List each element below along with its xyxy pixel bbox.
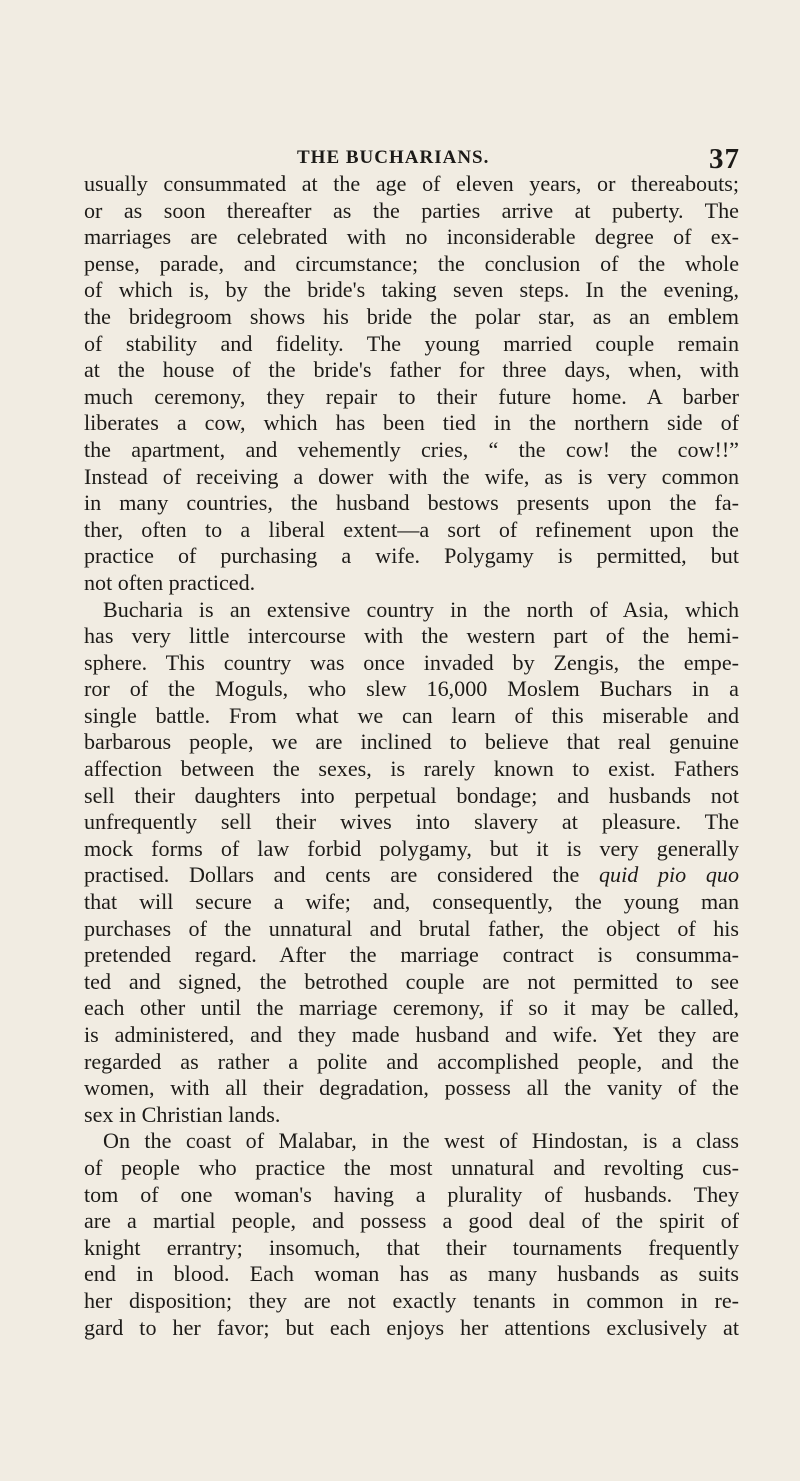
text-line: Instead of receiving a dower with the wife, as is very common: [84, 463, 739, 489]
text-line: is administered, and they made husband and wife. Yet they are: [84, 1022, 739, 1047]
text-line: tom of one woman's having a plurality of husbands. They: [84, 1181, 739, 1207]
text-line: the apartment, and vehemently cries, “ the cow! the cow!!”: [84, 436, 739, 462]
text-line: pretended regard. After the marriage contract is consumma-: [84, 942, 739, 968]
text-line: On the coast of Malabar, in the west of Hindostan, is a class: [103, 1128, 739, 1154]
text-line: each other until the marriage ceremony, if so it may be called,: [84, 995, 739, 1021]
page-number: 37: [709, 143, 740, 175]
text-line: ther, often to a liberal extent—a sort of refinement upon the: [84, 516, 739, 542]
text-line: pense, parade, and circumstance; the conclusion of the whole: [84, 250, 739, 276]
text-line: at the house of the bride's father for three days, when, with: [84, 357, 739, 383]
text-line: single battle. From what we can learn of this miserable and: [84, 702, 739, 728]
text-line: gard to her favor; but each enjoys her attentions exclusively at: [84, 1314, 739, 1340]
latin-phrase: quid pio quo: [599, 862, 740, 888]
text-line: Bucharia is an extensive country in the north of Asia, which: [103, 596, 739, 622]
text-line: in many countries, the husband bestows presents upon the fa-: [84, 490, 739, 516]
text-line: much ceremony, they repair to their future home. A barber: [84, 383, 739, 409]
text-line: sphere. This country was once invaded by Zengis, the empe-: [84, 649, 739, 675]
text-line: her disposition; they are not exactly tenants in common in re-: [84, 1287, 739, 1313]
text-line: are a martial people, and possess a good deal of the spirit of: [84, 1208, 739, 1234]
text-line: regarded as rather a polite and accomplished people, and the: [84, 1048, 739, 1074]
text-line: practised. Dollars and cents are considered the quid pio quo: [84, 862, 740, 888]
body-text: [84, 171, 739, 1341]
text-line: ror of the Moguls, who slew 16,000 Moslem Buchars in a: [84, 676, 739, 702]
text-line: of stability and fidelity. The young married couple remain: [84, 330, 739, 356]
text-line: usually consummated at the age of eleven years, or thereabouts;: [84, 171, 739, 196]
text-line: purchases of the unnatural and brutal father, the object of his: [84, 915, 739, 941]
text-line: of people who practice the most unnatural and revolting cus-: [84, 1154, 739, 1180]
text-line: marriages are celebrated with no inconsiderable degree of ex-: [84, 224, 739, 250]
text-line: the bridegroom shows his bride the polar star, as an emblem: [84, 303, 739, 329]
text-line: liberates a cow, which has been tied in the northern side of: [84, 410, 739, 436]
text-line: not often practiced.: [84, 569, 256, 595]
text-line: sex in Christian lands.: [84, 1101, 281, 1127]
text-line: that will secure a wife; and, consequently, the young man: [84, 889, 739, 915]
text-line: practice of purchasing a wife. Polygamy is permitted, but: [84, 543, 739, 569]
text-line: sell their daughters into perpetual bondage; and husbands not: [84, 782, 739, 808]
text-line: ted and signed, the betrothed couple are not permitted to see: [84, 968, 739, 994]
text-line: has very little intercourse with the western part of the hemi-: [84, 623, 739, 649]
text-line: women, with all their degradation, possess all the vanity of the: [84, 1075, 739, 1101]
text-line: or as soon thereafter as the parties arrive at puberty. The: [84, 197, 739, 223]
running-title: THE BUCHARIANS.: [297, 147, 490, 168]
text-line: of which is, by the bride's taking seven steps. In the evening,: [84, 277, 739, 303]
text-line: unfrequently sell their wives into slavery at pleasure. The: [84, 809, 739, 835]
text-line: mock forms of law forbid polygamy, but it is very generally: [84, 835, 739, 861]
text-line: affection between the sexes, is rarely known to exist. Fathers: [84, 756, 739, 782]
text-line: knight errantry; insomuch, that their tournaments frequently: [84, 1234, 739, 1260]
text-line: end in blood. Each woman has as many husbands as suits: [84, 1261, 739, 1287]
text-line: barbarous people, we are inclined to believe that real genuine: [84, 729, 739, 755]
